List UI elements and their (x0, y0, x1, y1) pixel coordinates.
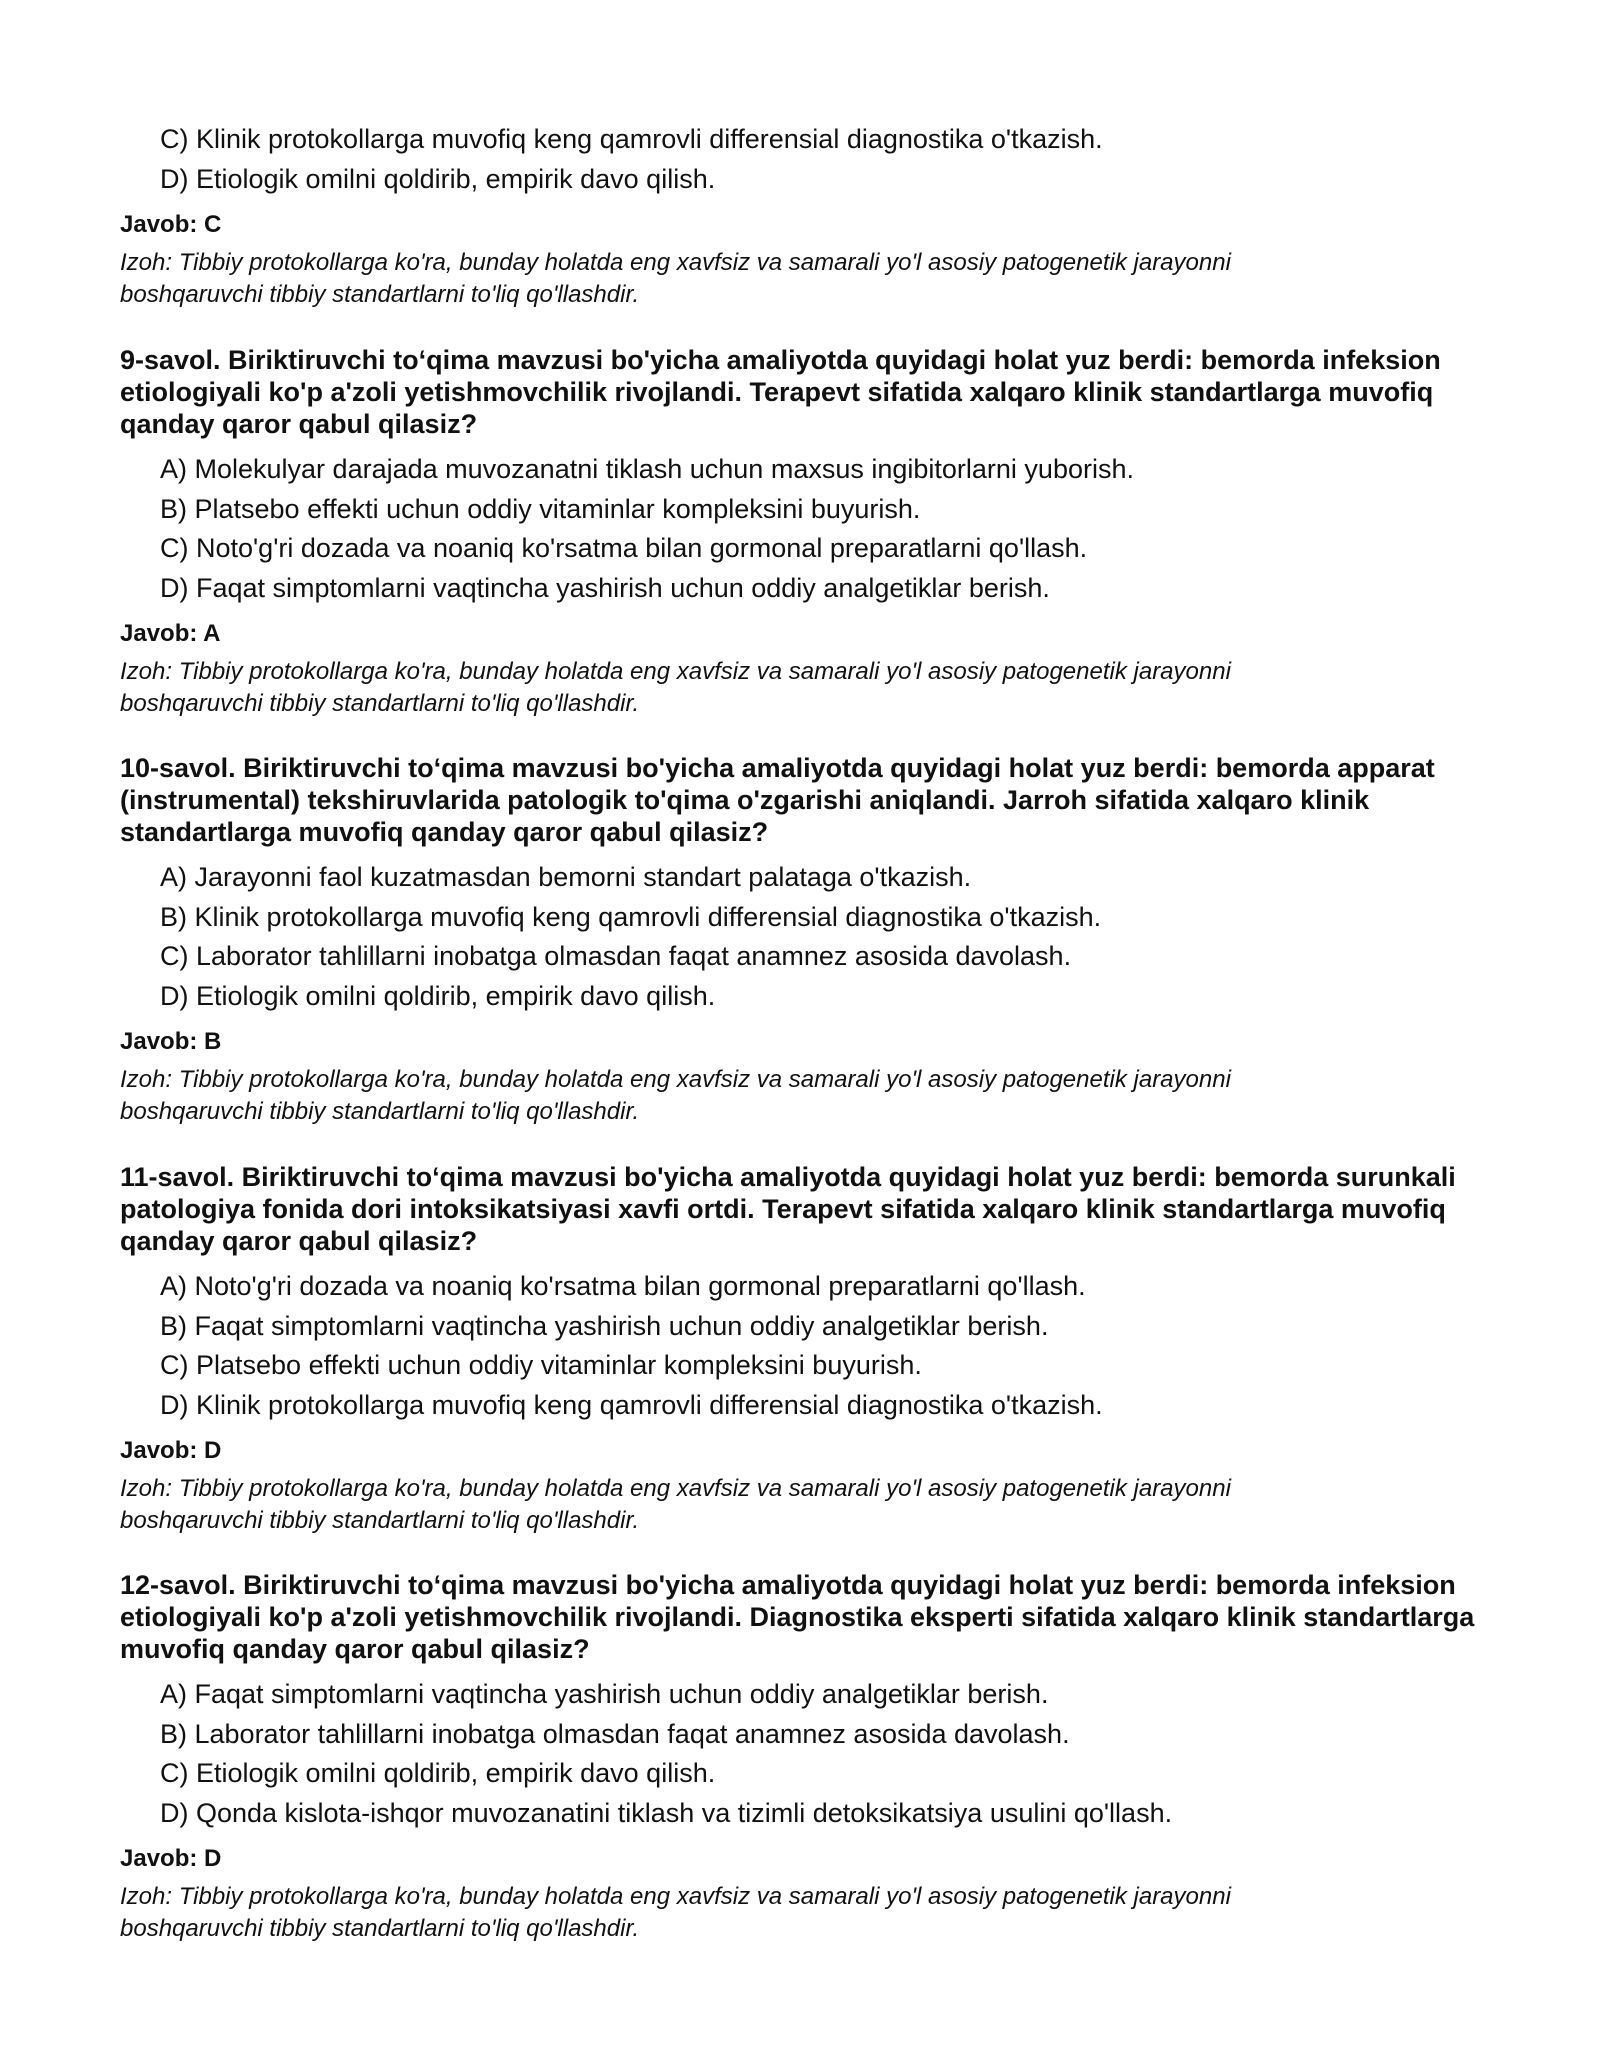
option-a: A) Noto'g'ri dozada va noaniq ko'rsatma bilan gormonal preparatlarni qo'llash. (160, 1271, 1086, 1301)
option-b: B) Laborator tahlillarni inobatga olmasdan faqat anamnez asosida davolash. (160, 1718, 1070, 1749)
option-d: D) Klinik protokollarga muvofiq keng qamrovli differensial diagnostika o'tkazish. (160, 1389, 1103, 1420)
option-a: A) Molekulyar darajada muvozanatni tiklash uchun maxsus ingibitorlarni yuborish. (160, 454, 1134, 484)
option-list (120, 1675, 1500, 1833)
explanation-note: Izoh: Tibbiy protokollarga ko'ra, bunday holatda eng xavfsiz va samarali yo'l asosiy patogenetik jarayonni boshqaruvchi tibbiy standartlarni to'liq qo'llashdir. (120, 1475, 1231, 1534)
question-11 (120, 1161, 1500, 1537)
question-title: 9-savol. Biriktiruvchi to‘qima mavzusi bo'yicha amaliyotda quyidagi holat yuz berdi: bemorda infeksion etiologiyali ko'p a'zoli yetishmovchilik rivojlandi. Terapevt sifatida xalqaro klinik standartlarga muvofiq qanday qaror qabul qilasiz? (120, 345, 1441, 439)
question-12 (120, 1569, 1500, 1945)
option-c: C) Noto'g'ri dozada va noaniq ko'rsatma bilan gormonal preparatlarni qo'llash. (160, 533, 1088, 563)
option-d: D) Etiologik omilni qoldirib, empirik davo qilish. (160, 980, 716, 1011)
answer-label: Javob: C (120, 211, 222, 238)
option-c: C) Platsebo effekti uchun oddiy vitaminlar kompleksini buyurish. (160, 1350, 922, 1380)
question-8-continuation (120, 120, 1500, 311)
option-list (120, 1267, 1500, 1425)
question-10 (120, 752, 1500, 1128)
question-9 (120, 344, 1500, 720)
option-c: C) Etiologik omilni qoldirib, empirik davo qilish. (160, 1758, 716, 1788)
option-list (120, 450, 1500, 608)
explanation-note: Izoh: Tibbiy protokollarga ko'ra, bunday holatda eng xavfsiz va samarali yo'l asosiy patogenetik jarayonni boshqaruvchi tibbiy standartlarni to'liq qo'llashdir. (120, 1066, 1231, 1125)
question-title: 11-savol. Biriktiruvchi to‘qima mavzusi bo'yicha amaliyotda quyidagi holat yuz berdi: bemorda surunkali patologiya fonida dori intoksikatsiyasi xavfi ortdi. Terapevt sifatida xalqaro klinik standartlarga muvofiq qanday qaror qabul qilasiz? (120, 1162, 1456, 1256)
option-list (120, 120, 1500, 199)
option-c: C) Laborator tahlillarni inobatga olmasdan faqat anamnez asosida davolash. (160, 941, 1072, 971)
option-a: A) Jarayonni faol kuzatmasdan bemorni standart palataga o'tkazish. (160, 862, 972, 892)
answer-label: Javob: D (120, 1845, 222, 1872)
option-b: B) Platsebo effekti uchun oddiy vitaminlar kompleksini buyurish. (160, 493, 921, 524)
option-list (120, 858, 1500, 1016)
option-a: A) Faqat simptomlarni vaqtincha yashirish uchun oddiy analgetiklar berish. (160, 1679, 1049, 1709)
option-d: D) Faqat simptomlarni vaqtincha yashirish uchun oddiy analgetiklar berish. (160, 572, 1050, 603)
explanation-note: Izoh: Tibbiy protokollarga ko'ra, bunday holatda eng xavfsiz va samarali yo'l asosiy patogenetik jarayonni boshqaruvchi tibbiy standartlarni to'liq qo'llashdir. (120, 249, 1231, 308)
explanation-note: Izoh: Tibbiy protokollarga ko'ra, bunday holatda eng xavfsiz va samarali yo'l asosiy patogenetik jarayonni boshqaruvchi tibbiy standartlarni to'liq qo'llashdir. (120, 658, 1231, 717)
answer-label: Javob: D (120, 1437, 222, 1464)
question-title: 10-savol. Biriktiruvchi to‘qima mavzusi bo'yicha amaliyotda quyidagi holat yuz berdi: bemorda apparat (instrumental) tekshiruvlarida patologik to'qima o'zgarishi aniqlandi. Jarroh sifatida xalqaro klinik standartlarga muvofiq qanday qaror qabul qilasiz? (120, 753, 1435, 847)
answer-label: Javob: B (120, 1028, 222, 1055)
option-b: B) Faqat simptomlarni vaqtincha yashirish uchun oddiy analgetiklar berish. (160, 1310, 1049, 1341)
option-c: C) Klinik protokollarga muvofiq keng qamrovli differensial diagnostika o'tkazish. (160, 124, 1103, 154)
explanation-note: Izoh: Tibbiy protokollarga ko'ra, bunday holatda eng xavfsiz va samarali yo'l asosiy patogenetik jarayonni boshqaruvchi tibbiy standartlarni to'liq qo'llashdir. (120, 1883, 1231, 1942)
option-d: D) Qonda kislota-ishqor muvozanatini tiklash va tizimli detoksikatsiya usulini qo'llash. (160, 1797, 1173, 1828)
answer-label: Javob: A (120, 620, 221, 647)
question-title: 12-savol. Biriktiruvchi to‘qima mavzusi bo'yicha amaliyotda quyidagi holat yuz berdi: bemorda infeksion etiologiyali ko'p a'zoli yetishmovchilik rivojlandi. Diagnostika eksperti sifatida xalqaro klinik standartlarga muvofiq qanday qaror qabul qilasiz? (120, 1570, 1475, 1664)
option-d: D) Etiologik omilni qoldirib, empirik davo qilish. (160, 163, 716, 194)
option-b: B) Klinik protokollarga muvofiq keng qamrovli differensial diagnostika o'tkazish. (160, 901, 1102, 932)
